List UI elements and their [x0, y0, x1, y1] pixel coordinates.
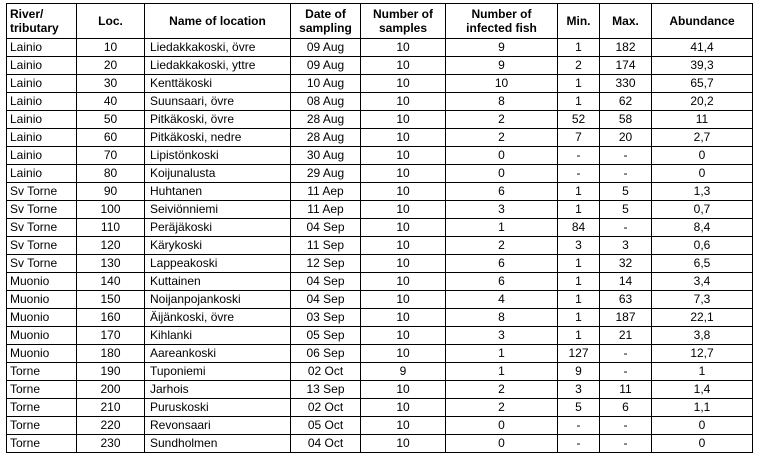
cell-max: -: [600, 435, 652, 453]
cell-loc: 50: [77, 111, 145, 129]
table-row: [7, 111, 753, 129]
table-row: [7, 129, 753, 147]
cell-loc: 150: [77, 291, 145, 309]
table-row: [7, 381, 753, 399]
table-row: [7, 93, 753, 111]
table-row: [7, 165, 753, 183]
cell-location-name: Sundholmen: [145, 435, 291, 453]
cell-location-name: Revonsaari: [145, 417, 291, 435]
table-row: [7, 219, 753, 237]
cell-max: 5: [600, 183, 652, 201]
cell-location-name: Äijänkoski, övre: [145, 309, 291, 327]
cell-date: 10 Aug: [291, 75, 361, 93]
cell-abundance: 0: [652, 435, 753, 453]
cell-loc: 180: [77, 345, 145, 363]
header-river: [7, 4, 77, 39]
table-row: [7, 255, 753, 273]
cell-river: Muonio: [7, 327, 77, 345]
table-row: [7, 435, 753, 453]
cell-river: Lainio: [7, 39, 77, 57]
cell-abundance: 0: [652, 417, 753, 435]
cell-max: 182: [600, 39, 652, 57]
header-name: Name of location: [145, 4, 291, 39]
cell-infected: 0: [446, 417, 558, 435]
cell-date: 02 Oct: [291, 399, 361, 417]
cell-min: 1: [558, 309, 600, 327]
header-loc: Loc.: [77, 4, 145, 39]
cell-location-name: Liedakkakoski, yttre: [145, 57, 291, 75]
table-row: [7, 345, 753, 363]
cell-loc: 40: [77, 93, 145, 111]
cell-abundance: 0,6: [652, 237, 753, 255]
header-infected-line1: Number of: [471, 7, 532, 21]
header-samples-line2: samples: [378, 21, 428, 35]
cell-infected: 3: [446, 201, 558, 219]
cell-abundance: 39,3: [652, 57, 753, 75]
cell-samples: 10: [361, 273, 446, 291]
header-max: Max.: [600, 4, 652, 39]
cell-date: 28 Aug: [291, 129, 361, 147]
cell-river: Torne: [7, 381, 77, 399]
cell-samples: 10: [361, 93, 446, 111]
table-row: [7, 417, 753, 435]
cell-infected: 2: [446, 129, 558, 147]
cell-date: 05 Sep: [291, 327, 361, 345]
cell-abundance: 6,5: [652, 255, 753, 273]
cell-date: 13 Sep: [291, 381, 361, 399]
cell-min: 1: [558, 39, 600, 57]
cell-date: 11 Sep: [291, 237, 361, 255]
cell-river: Lainio: [7, 111, 77, 129]
cell-river: Muonio: [7, 273, 77, 291]
cell-location-name: Pitkäkoski, nedre: [145, 129, 291, 147]
cell-infected: 9: [446, 57, 558, 75]
header-infected: [446, 4, 558, 39]
cell-samples: 10: [361, 39, 446, 57]
cell-infected: 0: [446, 435, 558, 453]
cell-location-name: Kuttainen: [145, 273, 291, 291]
cell-loc: 30: [77, 75, 145, 93]
cell-location-name: Seiviönniemi: [145, 201, 291, 219]
cell-min: -: [558, 147, 600, 165]
header-row: [7, 4, 753, 39]
cell-samples: 10: [361, 345, 446, 363]
cell-location-name: Koijunalusta: [145, 165, 291, 183]
cell-date: 02 Oct: [291, 363, 361, 381]
cell-loc: 10: [77, 39, 145, 57]
cell-max: 3: [600, 237, 652, 255]
cell-river: Sv Torne: [7, 201, 77, 219]
cell-samples: 10: [361, 219, 446, 237]
cell-abundance: 22,1: [652, 309, 753, 327]
cell-min: 1: [558, 183, 600, 201]
cell-loc: 220: [77, 417, 145, 435]
table-row: [7, 57, 753, 75]
cell-river: Lainio: [7, 129, 77, 147]
table-row: [7, 273, 753, 291]
cell-min: 2: [558, 57, 600, 75]
cell-date: 04 Oct: [291, 435, 361, 453]
cell-date: 08 Aug: [291, 93, 361, 111]
cell-loc: 130: [77, 255, 145, 273]
cell-date: 06 Sep: [291, 345, 361, 363]
cell-location-name: Tuponiemi: [145, 363, 291, 381]
cell-abundance: 12,7: [652, 345, 753, 363]
cell-abundance: 3,4: [652, 273, 753, 291]
header-river-line1: River/: [10, 7, 44, 21]
cell-max: 58: [600, 111, 652, 129]
cell-date: 03 Sep: [291, 309, 361, 327]
cell-river: Lainio: [7, 147, 77, 165]
cell-max: -: [600, 165, 652, 183]
cell-location-name: Aareankoski: [145, 345, 291, 363]
header-river-line2: tributary: [10, 21, 59, 35]
cell-loc: 160: [77, 309, 145, 327]
cell-max: -: [600, 147, 652, 165]
sampling-table: [6, 3, 753, 453]
cell-infected: 4: [446, 291, 558, 309]
cell-river: Sv Torne: [7, 219, 77, 237]
cell-abundance: 1,4: [652, 381, 753, 399]
cell-min: 1: [558, 255, 600, 273]
cell-abundance: 3,8: [652, 327, 753, 345]
cell-loc: 60: [77, 129, 145, 147]
cell-max: 20: [600, 129, 652, 147]
cell-samples: 10: [361, 417, 446, 435]
cell-date: 09 Aug: [291, 39, 361, 57]
cell-infected: 1: [446, 219, 558, 237]
cell-samples: 10: [361, 201, 446, 219]
cell-date: 05 Oct: [291, 417, 361, 435]
table-row: [7, 237, 753, 255]
cell-min: -: [558, 165, 600, 183]
cell-loc: 70: [77, 147, 145, 165]
cell-abundance: 0: [652, 165, 753, 183]
table-row: [7, 327, 753, 345]
cell-loc: 230: [77, 435, 145, 453]
cell-min: 84: [558, 219, 600, 237]
header-infected-line2: infected fish: [466, 21, 537, 35]
cell-max: 63: [600, 291, 652, 309]
cell-min: 7: [558, 129, 600, 147]
cell-date: 04 Sep: [291, 219, 361, 237]
cell-infected: 8: [446, 93, 558, 111]
cell-abundance: 65,7: [652, 75, 753, 93]
header-samples: [361, 4, 446, 39]
cell-infected: 2: [446, 381, 558, 399]
cell-date: 29 Aug: [291, 165, 361, 183]
cell-infected: 2: [446, 111, 558, 129]
cell-samples: 10: [361, 327, 446, 345]
header-samples-line1: Number of: [373, 7, 433, 21]
cell-max: -: [600, 345, 652, 363]
cell-location-name: Peräjäkoski: [145, 219, 291, 237]
cell-samples: 10: [361, 399, 446, 417]
cell-samples: 10: [361, 57, 446, 75]
cell-infected: 1: [446, 363, 558, 381]
cell-max: 5: [600, 201, 652, 219]
cell-location-name: Kärykoski: [145, 237, 291, 255]
cell-samples: 10: [361, 75, 446, 93]
cell-river: Sv Torne: [7, 183, 77, 201]
cell-min: 1: [558, 273, 600, 291]
cell-loc: 110: [77, 219, 145, 237]
cell-river: Sv Torne: [7, 255, 77, 273]
header-date-line1: Date of: [305, 7, 346, 21]
cell-samples: 10: [361, 237, 446, 255]
cell-location-name: Suunsaari, övre: [145, 93, 291, 111]
cell-min: 1: [558, 75, 600, 93]
cell-min: 3: [558, 381, 600, 399]
table-body: [7, 39, 753, 453]
cell-date: 11 Aep: [291, 183, 361, 201]
cell-river: Torne: [7, 399, 77, 417]
cell-loc: 100: [77, 201, 145, 219]
cell-min: 1: [558, 291, 600, 309]
cell-river: Sv Torne: [7, 237, 77, 255]
cell-abundance: 11: [652, 111, 753, 129]
cell-river: Torne: [7, 435, 77, 453]
cell-min: 5: [558, 399, 600, 417]
cell-river: Muonio: [7, 291, 77, 309]
cell-infected: 6: [446, 255, 558, 273]
header-date-line2: sampling: [299, 21, 352, 35]
cell-location-name: Noijanpojankoski: [145, 291, 291, 309]
header-date: [291, 4, 361, 39]
cell-loc: 20: [77, 57, 145, 75]
cell-infected: 9: [446, 39, 558, 57]
cell-samples: 10: [361, 291, 446, 309]
cell-abundance: 8,4: [652, 219, 753, 237]
cell-max: 14: [600, 273, 652, 291]
cell-river: Lainio: [7, 75, 77, 93]
cell-location-name: Puruskoski: [145, 399, 291, 417]
cell-date: 30 Aug: [291, 147, 361, 165]
cell-location-name: Jarhois: [145, 381, 291, 399]
cell-infected: 6: [446, 183, 558, 201]
cell-max: 11: [600, 381, 652, 399]
cell-date: 04 Sep: [291, 273, 361, 291]
table-row: [7, 183, 753, 201]
cell-infected: 3: [446, 327, 558, 345]
cell-max: 330: [600, 75, 652, 93]
cell-max: 62: [600, 93, 652, 111]
table-row: [7, 75, 753, 93]
cell-abundance: 1,1: [652, 399, 753, 417]
cell-abundance: 2,7: [652, 129, 753, 147]
header-min: Min.: [558, 4, 600, 39]
cell-max: -: [600, 219, 652, 237]
cell-samples: 10: [361, 111, 446, 129]
cell-max: 187: [600, 309, 652, 327]
cell-abundance: 1: [652, 363, 753, 381]
cell-samples: 10: [361, 255, 446, 273]
cell-abundance: 0: [652, 147, 753, 165]
cell-river: Muonio: [7, 309, 77, 327]
cell-max: -: [600, 417, 652, 435]
cell-river: Torne: [7, 417, 77, 435]
cell-samples: 10: [361, 165, 446, 183]
cell-location-name: Lipistönkoski: [145, 147, 291, 165]
cell-min: 1: [558, 93, 600, 111]
cell-loc: 190: [77, 363, 145, 381]
table-row: [7, 291, 753, 309]
cell-infected: 8: [446, 309, 558, 327]
cell-min: -: [558, 417, 600, 435]
cell-infected: 10: [446, 75, 558, 93]
cell-min: 1: [558, 201, 600, 219]
cell-min: 127: [558, 345, 600, 363]
cell-loc: 90: [77, 183, 145, 201]
cell-loc: 140: [77, 273, 145, 291]
cell-max: -: [600, 363, 652, 381]
table-row: [7, 363, 753, 381]
cell-location-name: Kenttäkoski: [145, 75, 291, 93]
cell-min: 3: [558, 237, 600, 255]
cell-max: 174: [600, 57, 652, 75]
table-row: [7, 201, 753, 219]
cell-river: Torne: [7, 363, 77, 381]
cell-river: Lainio: [7, 93, 77, 111]
cell-abundance: 41,4: [652, 39, 753, 57]
cell-date: 09 Aug: [291, 57, 361, 75]
cell-loc: 210: [77, 399, 145, 417]
cell-river: Lainio: [7, 57, 77, 75]
cell-abundance: 0,7: [652, 201, 753, 219]
cell-location-name: Huhtanen: [145, 183, 291, 201]
table-header: [7, 4, 753, 39]
cell-loc: 200: [77, 381, 145, 399]
cell-date: 12 Sep: [291, 255, 361, 273]
cell-max: 32: [600, 255, 652, 273]
cell-min: 1: [558, 327, 600, 345]
cell-samples: 10: [361, 147, 446, 165]
cell-samples: 10: [361, 183, 446, 201]
cell-abundance: 1,3: [652, 183, 753, 201]
cell-location-name: Liedakkakoski, övre: [145, 39, 291, 57]
cell-min: 52: [558, 111, 600, 129]
cell-samples: 10: [361, 435, 446, 453]
cell-infected: 0: [446, 165, 558, 183]
cell-min: 9: [558, 363, 600, 381]
cell-min: -: [558, 435, 600, 453]
cell-samples: 10: [361, 309, 446, 327]
cell-samples: 10: [361, 129, 446, 147]
table-row: [7, 39, 753, 57]
header-abundance: Abundance: [652, 4, 753, 39]
cell-infected: 2: [446, 237, 558, 255]
table-row: [7, 147, 753, 165]
cell-river: Muonio: [7, 345, 77, 363]
cell-date: 28 Aug: [291, 111, 361, 129]
cell-location-name: Lappeakoski: [145, 255, 291, 273]
cell-date: 11 Aep: [291, 201, 361, 219]
cell-river: Lainio: [7, 165, 77, 183]
cell-loc: 120: [77, 237, 145, 255]
table-row: [7, 309, 753, 327]
cell-loc: 80: [77, 165, 145, 183]
cell-samples: 10: [361, 381, 446, 399]
cell-location-name: Kihlanki: [145, 327, 291, 345]
cell-samples: 9: [361, 363, 446, 381]
cell-infected: 1: [446, 345, 558, 363]
cell-abundance: 7,3: [652, 291, 753, 309]
cell-abundance: 20,2: [652, 93, 753, 111]
cell-date: 04 Sep: [291, 291, 361, 309]
cell-max: 21: [600, 327, 652, 345]
cell-loc: 170: [77, 327, 145, 345]
cell-infected: 2: [446, 399, 558, 417]
cell-max: 6: [600, 399, 652, 417]
cell-infected: 0: [446, 147, 558, 165]
cell-infected: 6: [446, 273, 558, 291]
table-row: [7, 399, 753, 417]
cell-location-name: Pitkäkoski, övre: [145, 111, 291, 129]
